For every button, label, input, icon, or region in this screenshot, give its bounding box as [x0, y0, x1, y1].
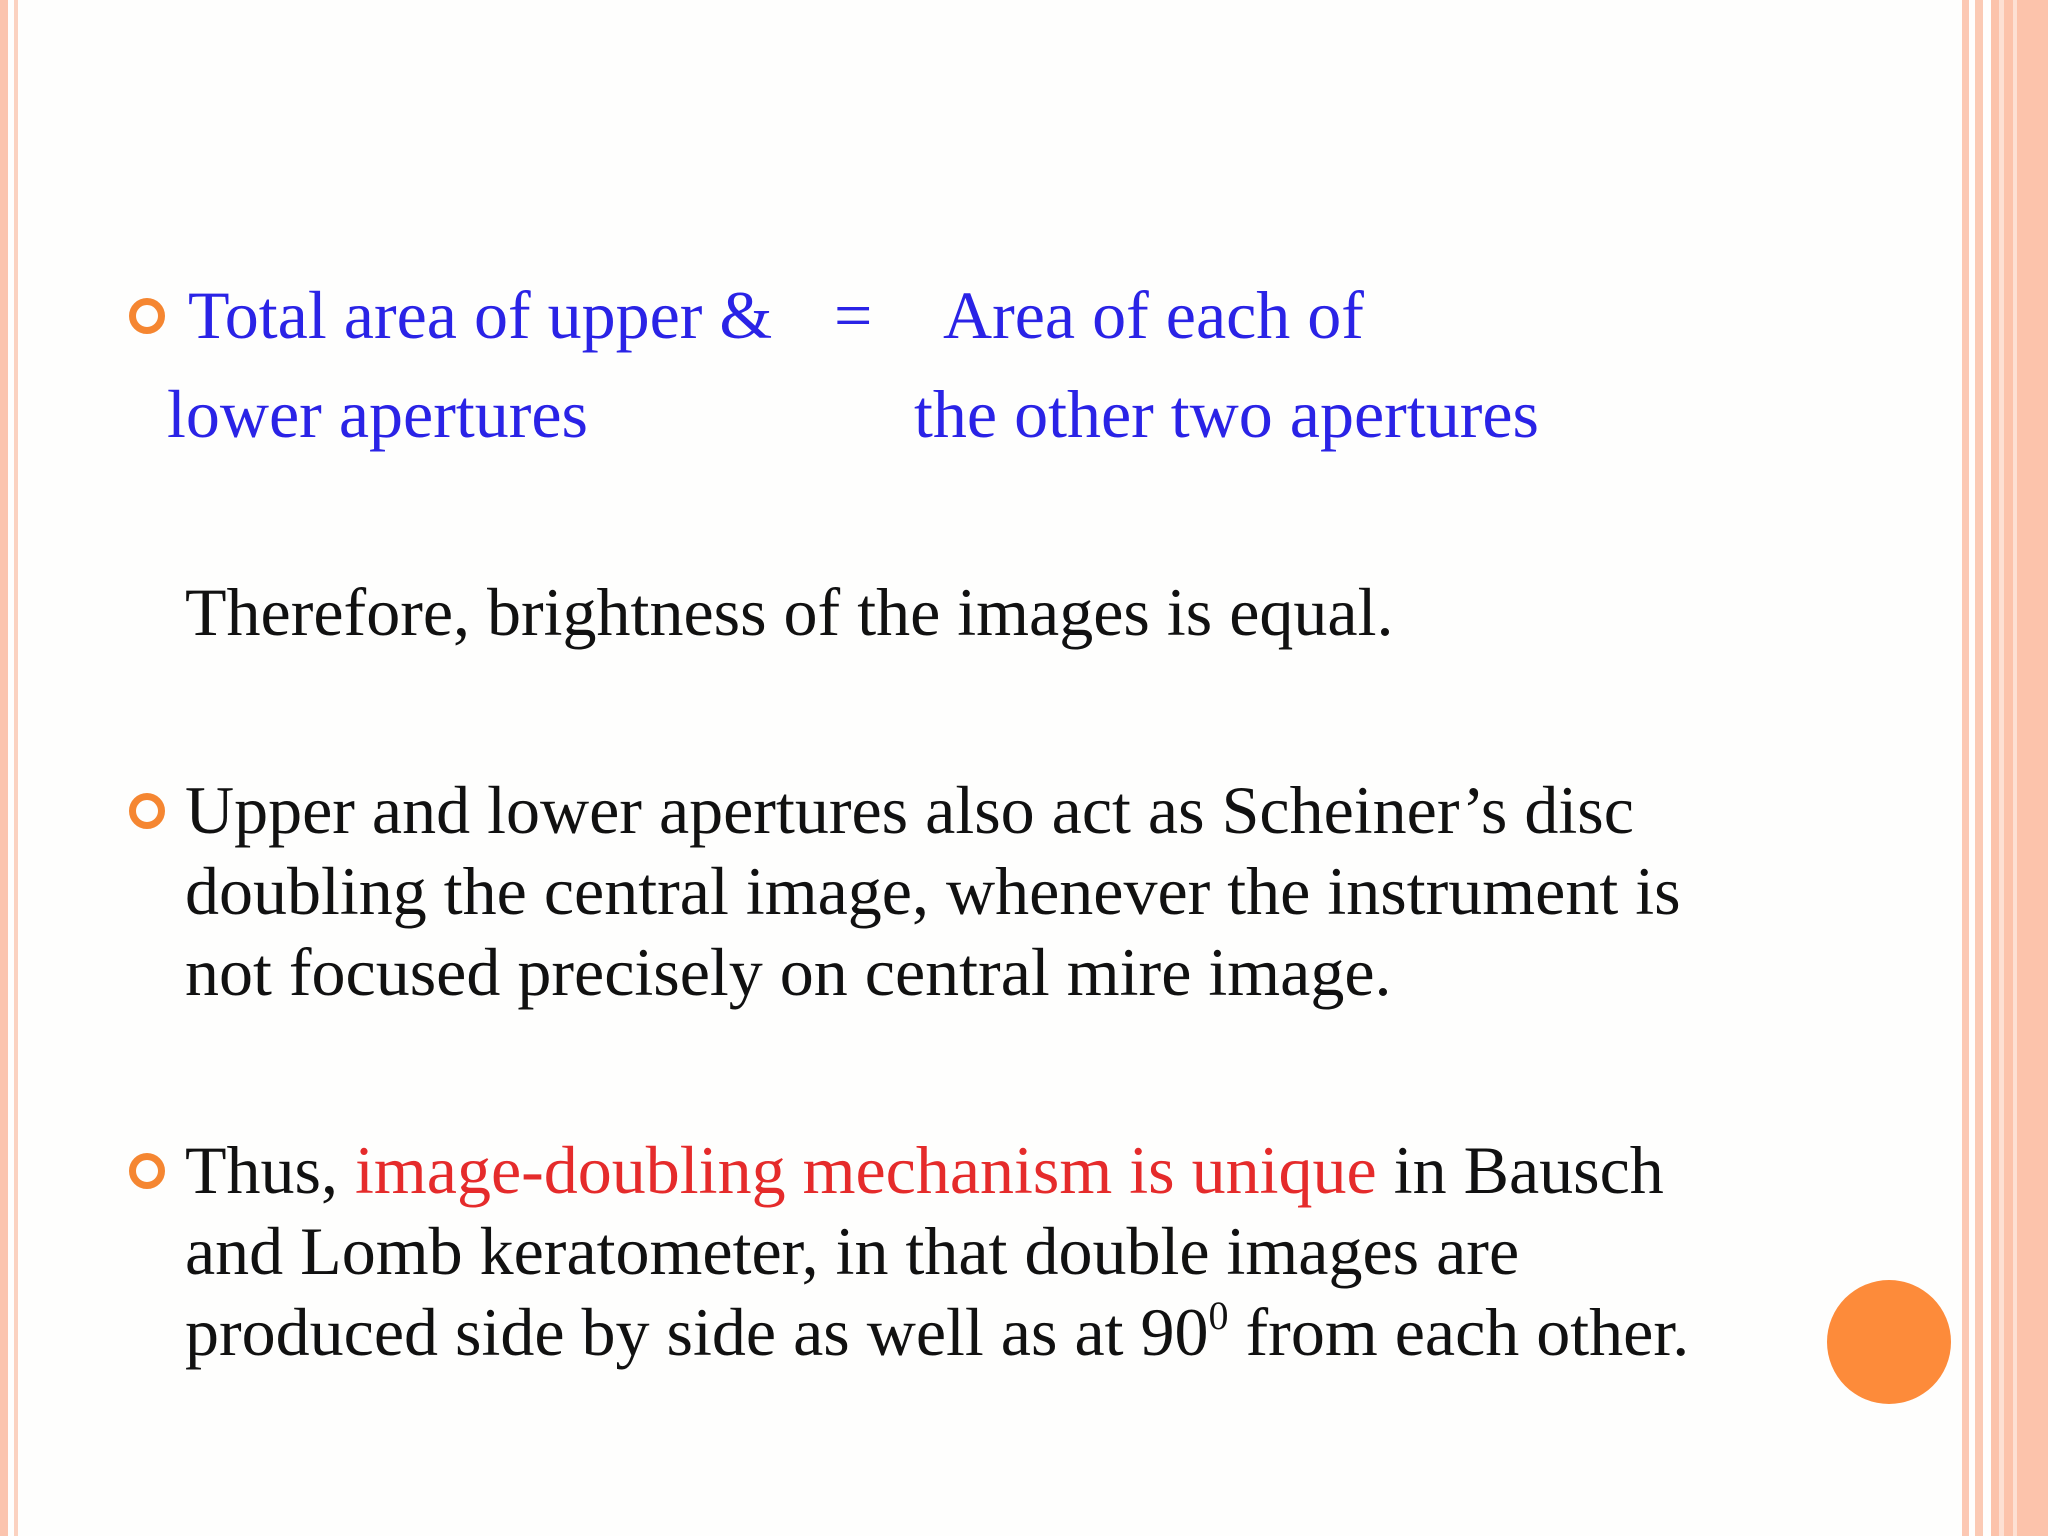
- bullet-icon: [129, 793, 165, 829]
- decorative-orange-circle: [1827, 1280, 1951, 1404]
- bullet3-line3-prefix: produced side by side as well as at 90: [185, 1294, 1209, 1370]
- bullet3-line2: and Lomb keratometer, in that double images are: [185, 1213, 1520, 1289]
- bullet2-line3: not focused precisely on central mire image.: [185, 934, 1392, 1010]
- equation-left-line2: lower apertures: [167, 376, 589, 452]
- right-border-line-2: [1975, 0, 1983, 1536]
- bullet2-line2: doubling the central image, whenever the instrument is: [185, 853, 1681, 929]
- bullet-icon: [129, 298, 165, 334]
- bullet3-highlight: image-doubling mechanism is unique: [355, 1132, 1377, 1208]
- bullet3-line3-suffix: from each other.: [1228, 1294, 1690, 1370]
- equation-right-line1: Area of each of: [943, 277, 1364, 353]
- left-border-inner: [14, 0, 18, 1536]
- left-border-outer: [0, 0, 8, 1536]
- right-border-line-1: [1962, 0, 1969, 1536]
- therefore-statement: Therefore, brightness of the images is equal.: [185, 574, 1394, 650]
- degree-superscript: 0: [1208, 1293, 1229, 1338]
- right-border-band: [1991, 0, 2048, 1536]
- bullet2-line1: Upper and lower apertures also act as Scheiner’s disc: [185, 772, 1634, 848]
- bullet3-line1: [185, 1132, 1664, 1208]
- bullet3-suffix: in Bausch: [1376, 1132, 1664, 1208]
- bullet3-prefix: Thus,: [185, 1132, 355, 1208]
- bullet3-line3: [185, 1293, 1690, 1370]
- equation-right-line2: the other two apertures: [914, 376, 1539, 452]
- equation-equals-sign: =: [834, 277, 873, 353]
- equation-left-line1: Total area of upper &: [188, 277, 773, 353]
- bullet-icon: [129, 1153, 165, 1189]
